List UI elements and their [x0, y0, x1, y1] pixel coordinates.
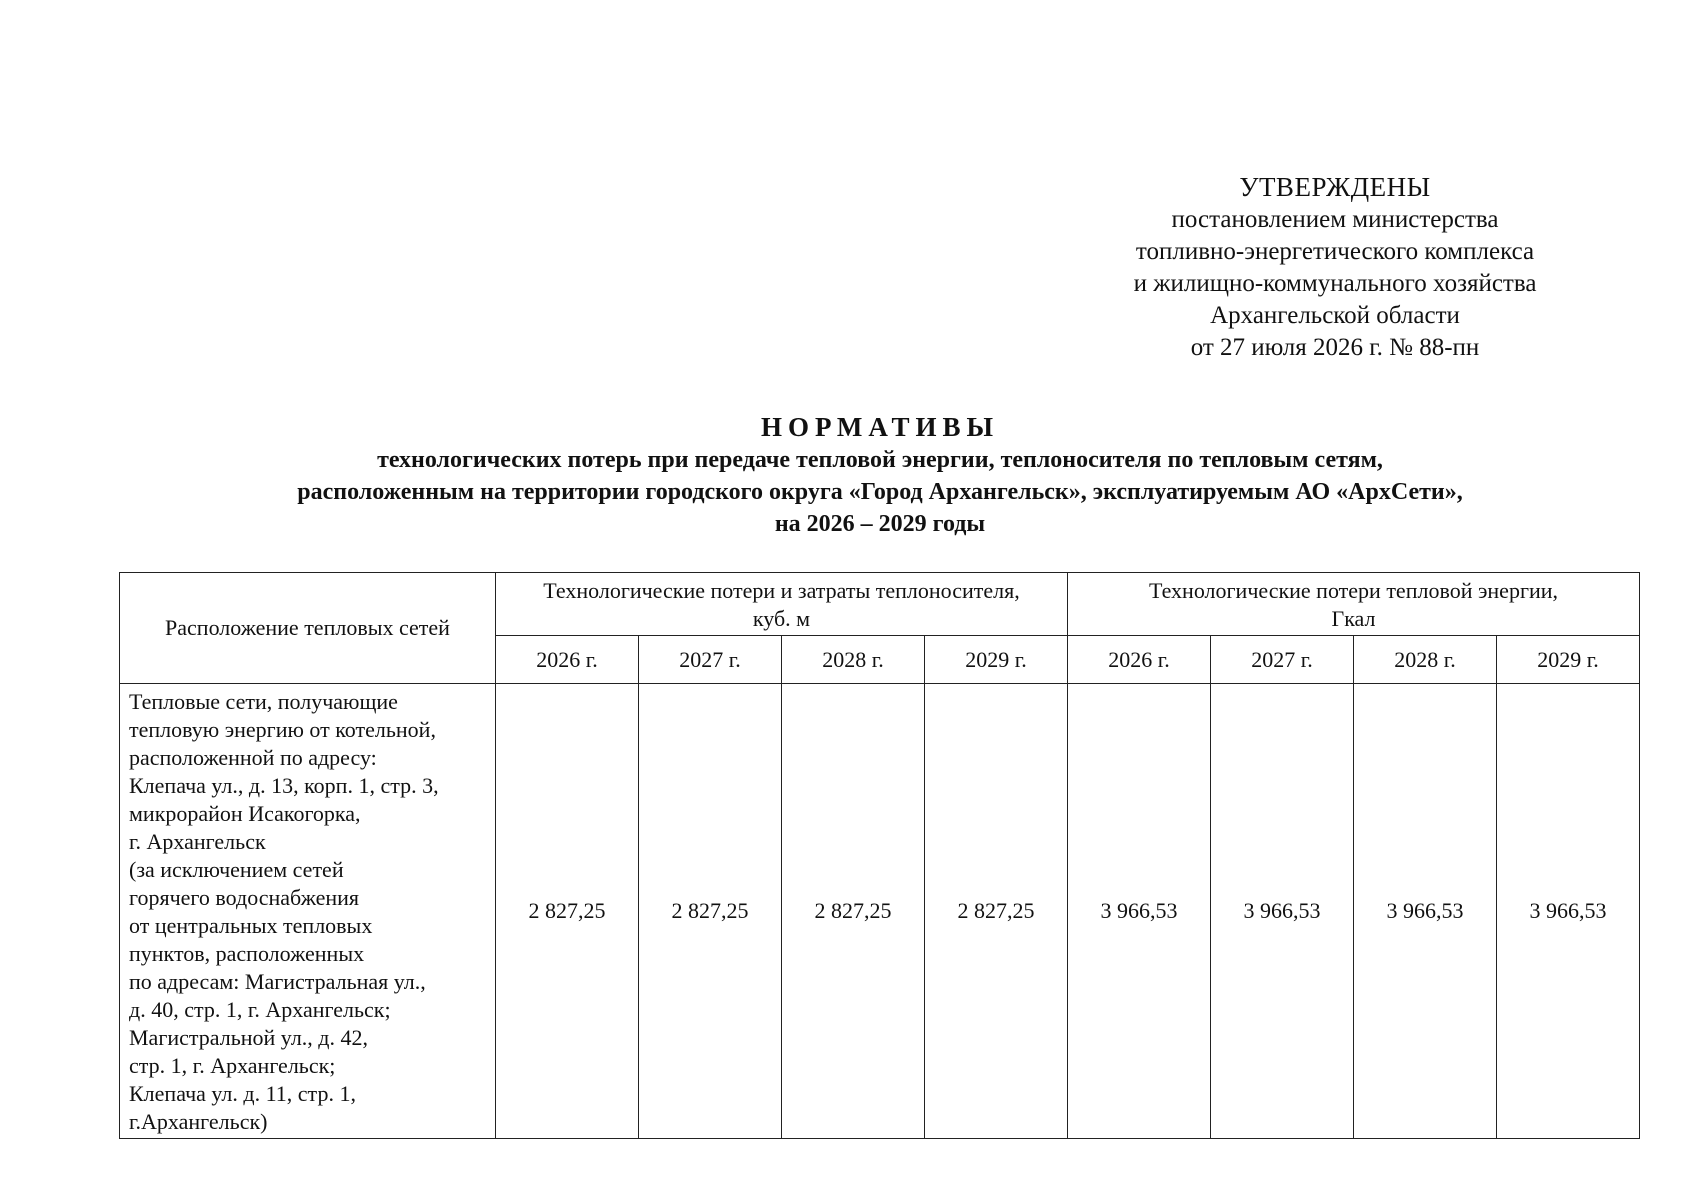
heat-value-2027: 3 966,53 [1211, 684, 1354, 1139]
coolant-value-2027: 2 827,25 [639, 684, 782, 1139]
coolant-losses-group-header: Технологические потери и затраты теплоносителя, куб. м [496, 573, 1068, 636]
coolant-value-2026: 2 827,25 [496, 684, 639, 1139]
heat-value-2028: 3 966,53 [1354, 684, 1497, 1139]
year-header-heat-2027: 2027 г. [1211, 636, 1354, 684]
heat-losses-group-header: Технологические потери тепловой энергии, Гкал [1068, 573, 1640, 636]
approval-date-number: от 27 июля 2026 г. № 88-пн [1190, 334, 1480, 361]
year-header-coolant-2028: 2028 г. [782, 636, 925, 684]
year-header-heat-2028: 2028 г. [1354, 636, 1497, 684]
year-header-coolant-2026: 2026 г. [496, 636, 639, 684]
approval-line: постановлением министерства [1171, 206, 1499, 233]
coolant-value-2028: 2 827,25 [782, 684, 925, 1139]
document-subtitle-line: расположенным на территории городского округа «Город Архангельск», эксплуатируемым АО «АрхСети», [297, 479, 1463, 505]
year-header-heat-2029: 2029 г. [1497, 636, 1640, 684]
year-header-coolant-2029: 2029 г. [925, 636, 1068, 684]
table-row [120, 684, 1640, 1139]
heat-value-2029: 3 966,53 [1497, 684, 1640, 1139]
location-cell: Тепловые сети, получающие тепловую энергию от котельной, расположенной по адресу: Клепача ул., д. 13, корп. 1, стр. 3, микрорайон Исакогорка, г. Архангельск (за исключением сетей горячего водоснабжения от центральных тепловых пунктов, расположенных по адресам: Магистральная ул., д. 40, стр. 1, г. Архангельск; Магистральной ул., д. 42, стр. 1, г. Архангельск; Клепача ул. д. 11, стр. 1, г.Архангельск) [120, 684, 496, 1139]
approval-heading: УТВЕРЖДЕНЫ [1239, 172, 1431, 202]
approval-stamp [1075, 170, 1595, 364]
document-subtitle-line: на 2026 – 2029 годы [774, 511, 986, 537]
year-header-heat-2026: 2026 г. [1068, 636, 1211, 684]
coolant-value-2029: 2 827,25 [925, 684, 1068, 1139]
document-title-block [120, 410, 1640, 540]
approval-line: топливно-энергетического комплекса [1135, 238, 1535, 265]
year-header-coolant-2027: 2027 г. [639, 636, 782, 684]
norms-table [119, 572, 1640, 1139]
approval-line: и жилищно-коммунального хозяйства [1133, 270, 1537, 297]
location-column-header: Расположение тепловых сетей [120, 573, 496, 684]
heat-value-2026: 3 966,53 [1068, 684, 1211, 1139]
document-title: НОРМАТИВЫ [760, 412, 1000, 442]
document-subtitle-line: технологических потерь при передаче тепловой энергии, теплоносителя по тепловым сетям, [377, 447, 1383, 473]
approval-line: Архангельской области [1210, 302, 1460, 329]
